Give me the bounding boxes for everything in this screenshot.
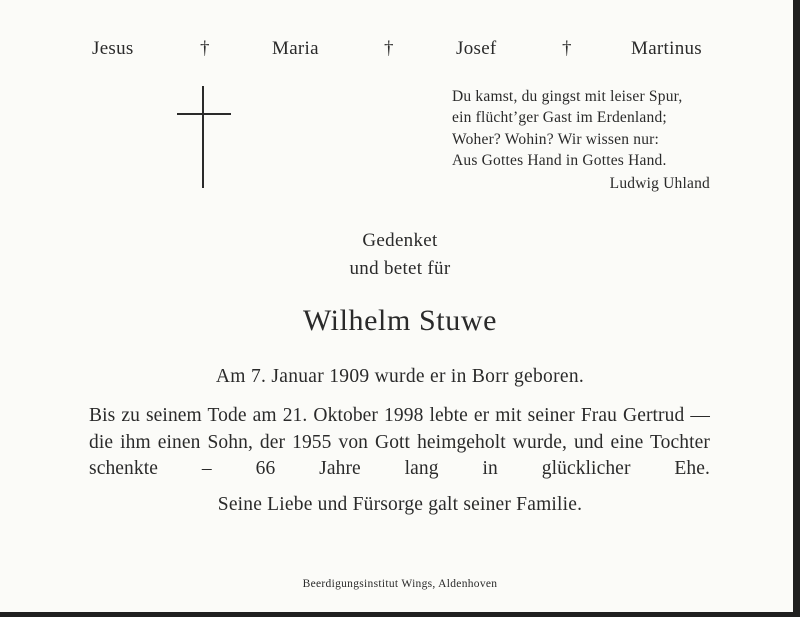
birth-line: Am 7. Januar 1909 wurde er in Borr geboren. bbox=[215, 366, 585, 387]
life-paragraph: Bis zu seinem Tode am 21. Oktober 1998 lebte er mit seiner Frau Gertrud — die ihm einen Sohn, der 1955 von Gott heimgeholt wurde, und eine Tochter schenkte – 66 Jahre lang in glücklicher Ehe. bbox=[89, 405, 710, 479]
intro-line-2: und betet für bbox=[349, 258, 451, 279]
name-martinus: Martinus bbox=[631, 38, 703, 59]
name-jesus: Jesus bbox=[92, 38, 134, 59]
poem-author: Ludwig Uhland bbox=[609, 175, 710, 192]
scan-edge bbox=[793, 0, 800, 617]
cross-icon bbox=[177, 86, 231, 188]
poem-line: Woher? Wohin? Wir wissen nur: bbox=[452, 130, 660, 148]
closing-line: Seine Liebe und Fürsorge galt seiner Familie. bbox=[217, 494, 583, 515]
scan-edge bbox=[0, 612, 800, 617]
dagger-icon: † bbox=[562, 38, 572, 59]
holy-names-row bbox=[0, 38, 793, 64]
poem-line: Aus Gottes Hand in Gottes Hand. bbox=[452, 151, 667, 169]
intro-line-1: Gedenket bbox=[362, 230, 438, 251]
funeral-home-footer: Beerdigungsinstitut Wings, Aldenhoven bbox=[302, 578, 498, 590]
name-maria: Maria bbox=[272, 38, 319, 59]
dagger-icon: † bbox=[384, 38, 394, 59]
name-josef: Josef bbox=[456, 38, 497, 59]
poem-line: Du kamst, du gingst mit leiser Spur, bbox=[452, 88, 683, 105]
poem-line: ein flücht’ger Gast im Erdenland; bbox=[452, 109, 667, 127]
deceased-name: Wilhelm Stuwe bbox=[302, 304, 498, 337]
poem bbox=[452, 86, 722, 171]
dagger-icon: † bbox=[200, 38, 210, 59]
